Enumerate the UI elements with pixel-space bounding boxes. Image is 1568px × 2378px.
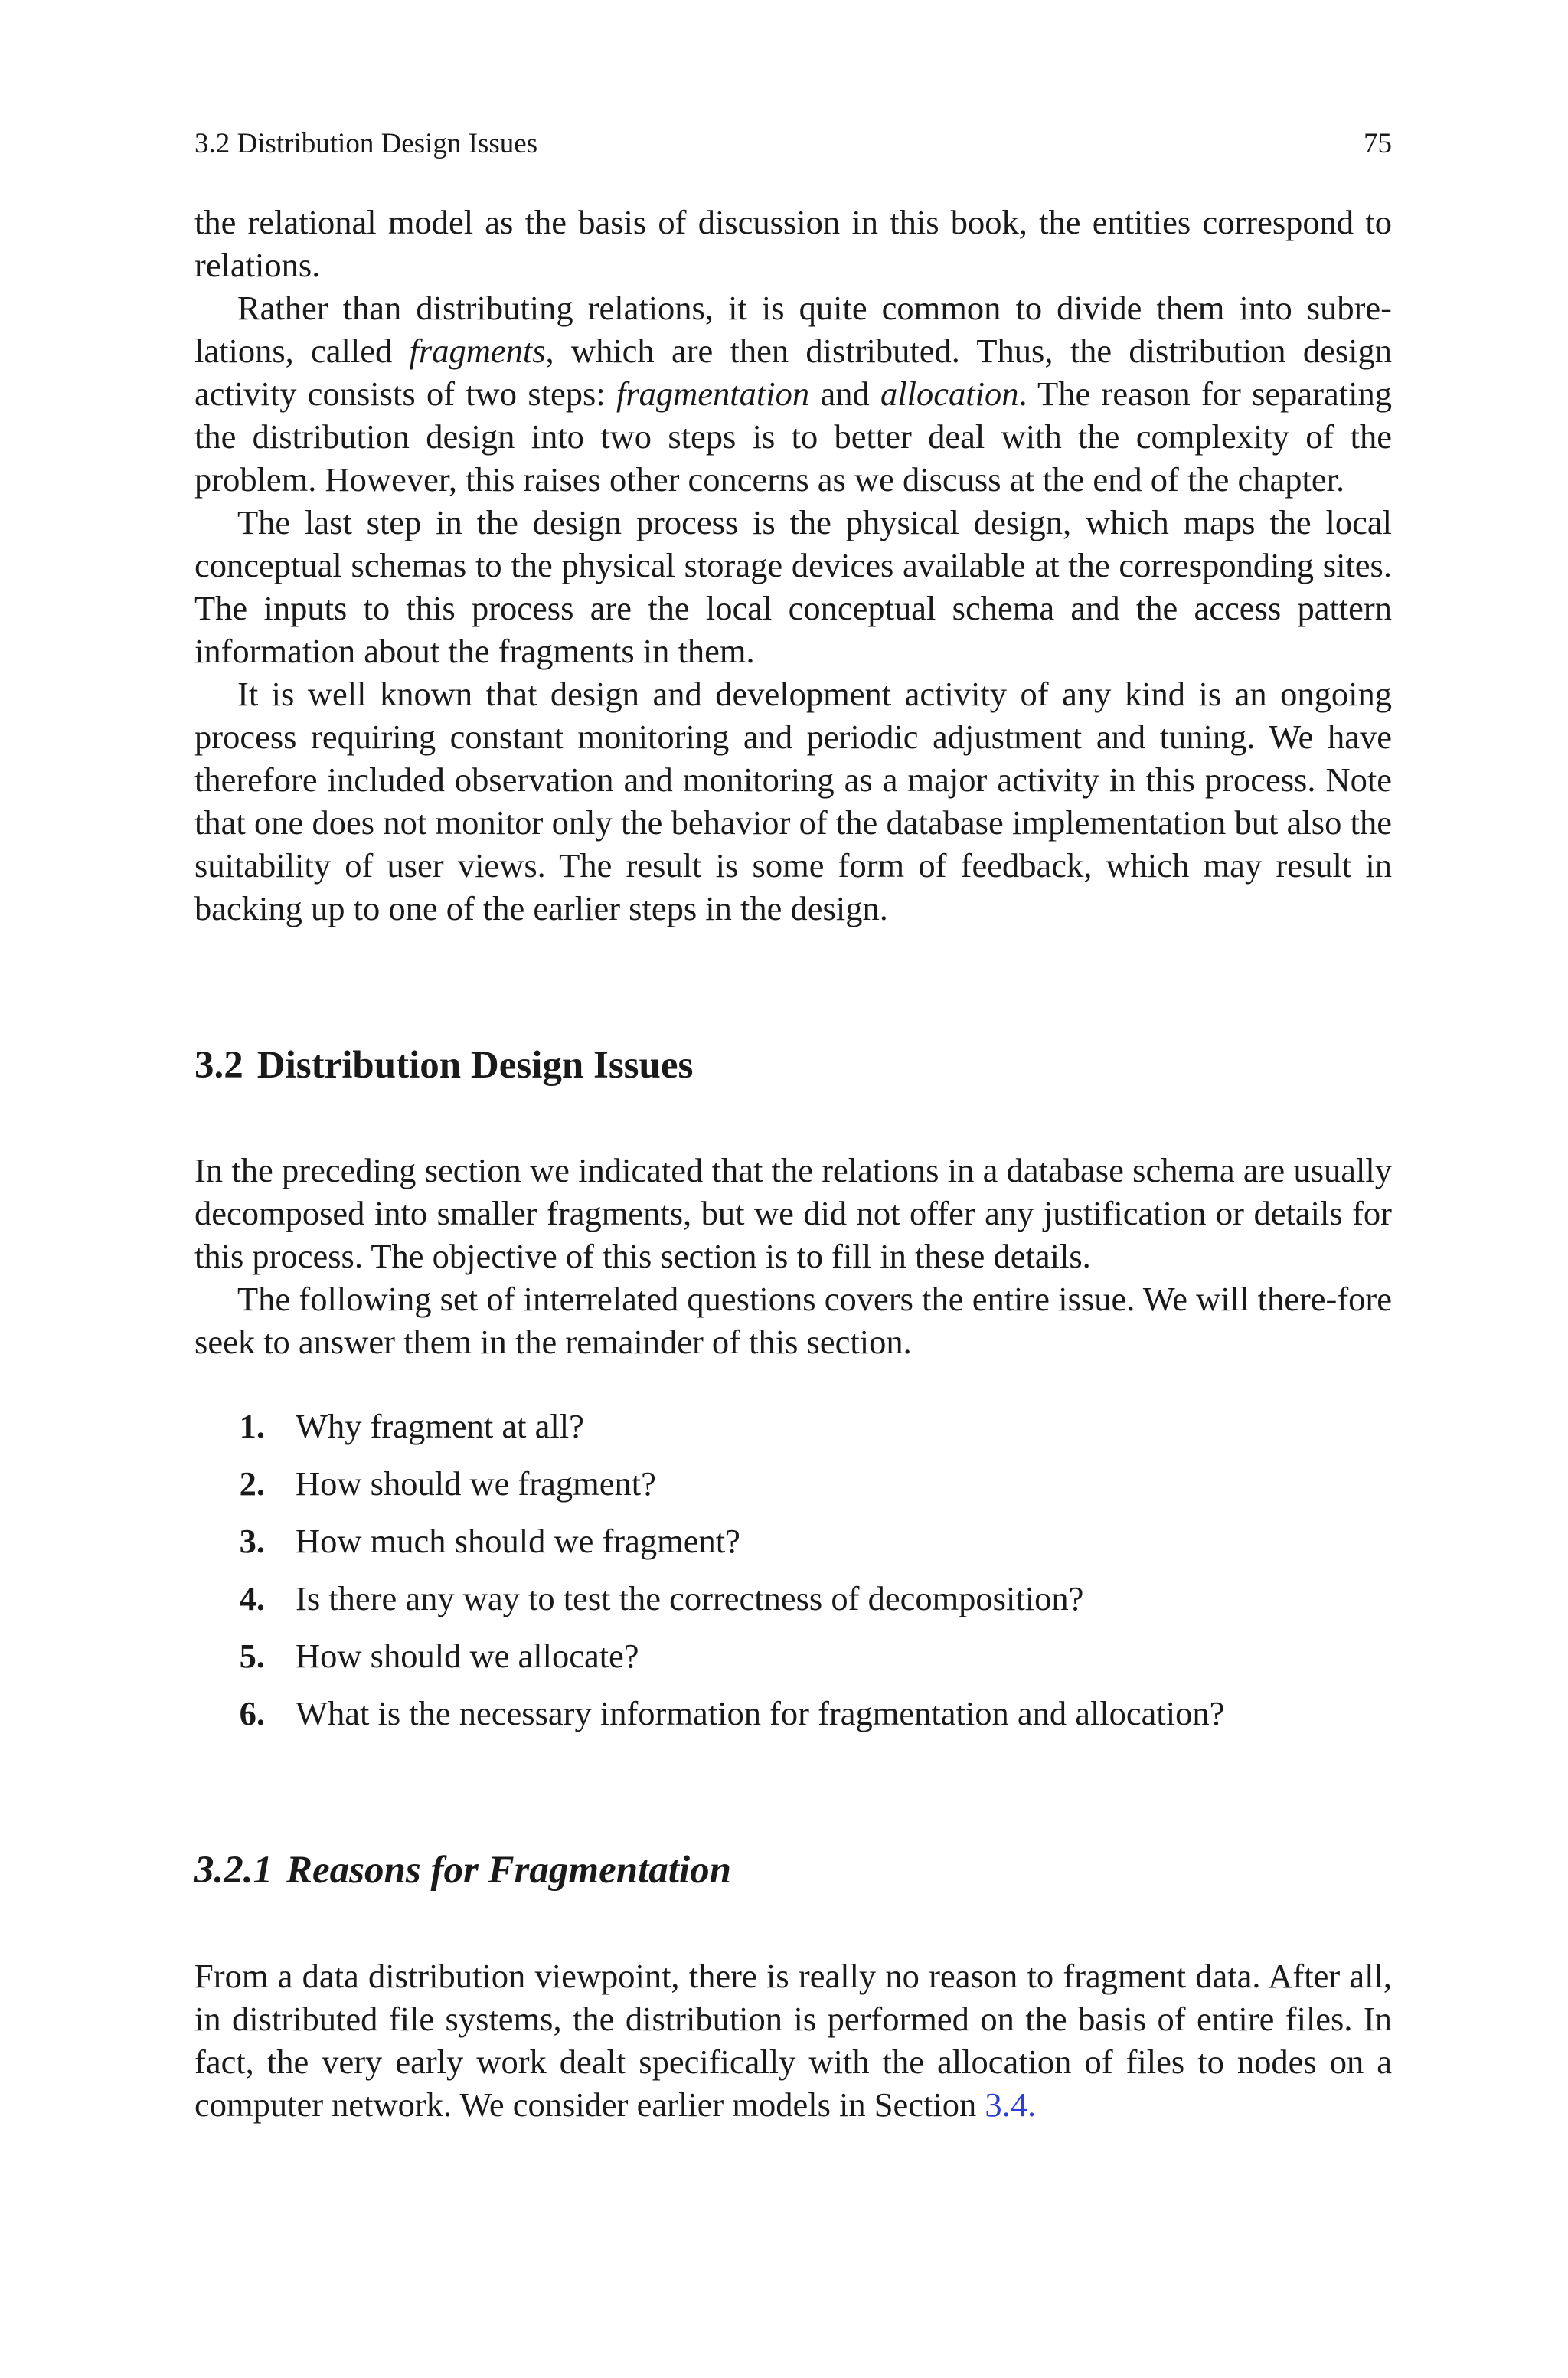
intro-text-block [194, 201, 1392, 930]
paragraph: The following set of interrelated questions covers the entire issue. We will there-fore seek to answer them in the remainder of this section. [194, 1280, 1392, 1361]
subsection-number: 3.2.1 [194, 1849, 273, 1892]
text-run: Rather than distributing relations, it is quite common to divide them into subre-lations, called [194, 289, 1392, 370]
list-item-text: How should we fragment? [296, 1464, 656, 1503]
section-number: 3.2 [194, 1044, 243, 1087]
section-title: Distribution Design Issues [256, 1044, 694, 1087]
list-item-number: 1. [239, 1407, 265, 1445]
list-item-number: 5. [239, 1637, 265, 1675]
emphasis-fragmentation: fragmentation [616, 375, 810, 413]
list-item-text: What is the necessary information for fragmentation and allocation? [296, 1694, 1225, 1732]
list-item-text: How should we allocate? [296, 1637, 639, 1675]
running-head [194, 125, 1392, 163]
list-item-text: Why fragment at all? [296, 1407, 584, 1445]
subsection-title: Reasons for Fragmentation [286, 1849, 731, 1892]
paragraph: the relational model as the basis of discussion in this book, the entities correspond to relations. [194, 203, 1392, 284]
text-run: , which are then distributed. Thus, the distribution design activity consists of two steps: [194, 332, 1392, 413]
text-run: From a data distribution viewpoint, there is really no reason to fragment data. After all, in distributed file systems, the distribution is performed on the basis of entire files. In fact, the very early work dealt specifically with the allocation of files to nodes on a computer network. We consider earlier models in Section [194, 1957, 1392, 2124]
emphasis-fragments: fragments [409, 332, 546, 370]
emphasis-allocation: allocation [880, 375, 1019, 413]
list-item-number: 3. [239, 1522, 265, 1560]
section-text-block [194, 1149, 1392, 1363]
list-item-number: 2. [239, 1464, 265, 1503]
text-run: and [809, 375, 880, 413]
section-heading [194, 1042, 693, 1088]
subsection-heading [194, 1847, 731, 1893]
list-item-text: How much should we fragment? [296, 1522, 740, 1560]
section-cross-reference-link[interactable]: 3.4. [985, 2085, 1037, 2124]
subsection-text-block [194, 1954, 1392, 2126]
paragraph-monitoring: It is well known that design and development activity of any kind is an ongoing process requiring constant monitoring and periodic adjustment and tuning. We have therefore included observation and monitoring as a major activity in this process. Note that one does not monitor only the behavior of the database implementation but also the suitability of user views. The result is some form of feedback, which may result in backing up to one of the earlier steps in the design. [194, 675, 1392, 927]
paragraph: In the preceding section we indicated that the relations in a database schema are usually decomposed into smaller fragments, but we did not offer any justification or details for this process. The objective of this section is to fill in these details. [194, 1151, 1392, 1275]
page-number: 75 [1364, 128, 1392, 159]
list-item-text: Is there any way to test the correctness of decomposition? [296, 1579, 1084, 1617]
list-item-number: 4. [239, 1579, 265, 1617]
paragraph-fragments [194, 286, 1392, 501]
running-head-section: 3.2 Distribution Design Issues [194, 128, 538, 159]
list-item-number: 6. [239, 1694, 265, 1732]
text-run: . The reason for separating the distribution design into two steps is to better deal with the complexity of the problem. However, this raises other concerns as we discuss at the end of the chapter. [194, 375, 1392, 499]
paragraph [194, 1954, 1392, 2126]
paragraph-physical-design: The last step in the design process is the physical design, which maps the local conceptual schemas to the physical storage devices available at the corresponding sites. The inputs to this process are the local conceptual schema and the access pattern information about the fragments in them. [194, 503, 1392, 670]
